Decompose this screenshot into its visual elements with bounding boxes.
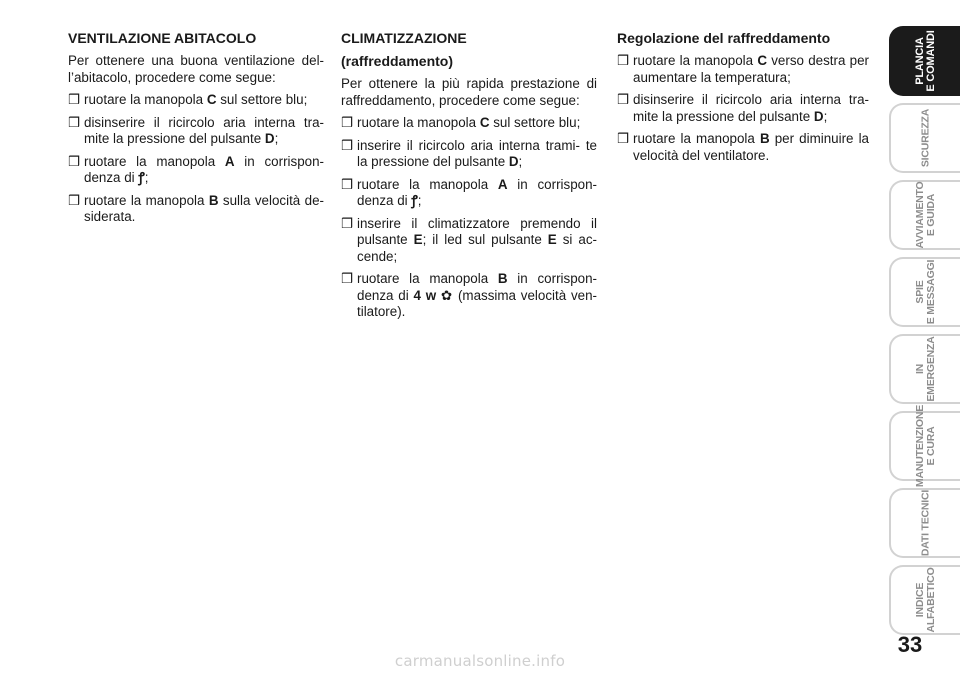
checkbox-bullet-icon: ❒ [68, 114, 81, 130]
tab-label: AVVIAMENTO E GUIDA [913, 181, 937, 249]
column-climatizzazione [341, 30, 597, 327]
control-key: D [508, 154, 519, 169]
face-vent-icon: ꝭ [138, 170, 145, 185]
list-item: ❒ inserire il ricircolo aria interna trami- te la pressione del pulsante D; [341, 137, 597, 169]
list-item: ❒ ruotare la manopola A in corrispon- denza di ꝭ; [68, 153, 324, 185]
control-key: A [497, 176, 508, 192]
section-intro: Per ottenere una buona ventilazione del- l’abitacolo, procedere come segue: [68, 53, 324, 85]
tab-plancia-e-comandi[interactable] [889, 26, 960, 96]
control-key: E [413, 232, 423, 247]
step-list [68, 92, 324, 226]
tab-label: SICUREZZA [919, 108, 931, 168]
checkbox-bullet-icon: ❒ [68, 153, 81, 169]
list-item: ❒ ruotare la manopola C sul settore blu; [68, 92, 308, 107]
control-key: D [813, 108, 824, 124]
tab-manutenzione-e-cura[interactable] [889, 404, 960, 488]
checkbox-bullet-icon: ❒ [617, 53, 630, 68]
tab-label: SPIE E MESSAGGI [913, 259, 937, 325]
section-title: Regolazione del raffreddamento [617, 30, 831, 46]
checkbox-bullet-icon: ❒ [341, 215, 354, 231]
section-title: CLIMATIZZAZIONE [341, 30, 467, 46]
list-item: ❒ ruotare la manopola B per diminuire la velocità del ventilatore. [617, 131, 870, 163]
watermark: carmanualsonline.info [394, 652, 566, 670]
control-key: E [547, 232, 557, 247]
list-item: ❒ ruotare la manopola B sulla velocità de- siderata. [68, 192, 324, 224]
fan-speed-value: 4 [413, 287, 426, 303]
page-number: 33 [897, 632, 923, 657]
checkbox-bullet-icon: ❒ [68, 92, 81, 107]
list-item: ❒ ruotare la manopola A in corrispon- denza di ꝭ; [341, 176, 597, 208]
control-key: B [759, 131, 770, 146]
fan-speed-icon: ᴡ ✿ [425, 287, 454, 303]
tab-label: DATI TECNICI [919, 489, 931, 557]
checkbox-bullet-icon: ❒ [341, 115, 354, 130]
step-list [617, 53, 869, 164]
list-item: ❒ ruotare la manopola C verso destra per aumentare la temperatura; [617, 53, 869, 85]
checkbox-bullet-icon: ❒ [617, 92, 630, 107]
checkbox-bullet-icon: ❒ [341, 271, 354, 286]
list-item: ❒ disinserire il ricircolo aria interna tra- mite la pressione del pulsante D; [68, 114, 324, 146]
tab-dati-tecnici[interactable] [889, 488, 960, 558]
tab-in-emergenza[interactable] [889, 334, 960, 404]
tab-label: IN EMERGENZA [913, 336, 937, 402]
tab-indice-alfabetico[interactable] [889, 565, 960, 635]
step-list [341, 115, 597, 321]
control-key: B [497, 271, 508, 286]
list-item: ❒ ruotare la manopola C sul settore blu; [341, 115, 581, 130]
list-item: ❒ disinserire il ricircolo aria interna tra- mite la pressione del pulsante D; [617, 92, 869, 124]
list-item: ❒ inserire il climatizzatore premendo il pulsante E; il led sul pulsante E si ac- cende; [341, 215, 597, 264]
tab-label: INDICE ALFABETICO [913, 567, 937, 633]
column-ventilazione [68, 30, 324, 232]
chapter-tabs [885, 26, 960, 636]
control-key: A [224, 153, 235, 169]
checkbox-bullet-icon: ❒ [68, 192, 81, 208]
tab-sicurezza[interactable] [889, 103, 960, 173]
tab-avviamento-e-guida[interactable] [889, 180, 960, 250]
checkbox-bullet-icon: ❒ [341, 176, 354, 192]
tab-label: MANUTENZIONE E CURA [913, 404, 937, 488]
face-vent-icon: ꝭ [411, 193, 418, 208]
column-regolazione [617, 30, 869, 170]
checkbox-bullet-icon: ❒ [617, 131, 630, 146]
control-key: D [264, 131, 275, 146]
section-intro: Per ottenere la più rapida prestazione di raffreddamento, procedere come segue: [341, 76, 597, 108]
tab-label: PLANCIA E COMANDI [913, 30, 937, 92]
section-title: VENTILAZIONE ABITACOLO [68, 30, 257, 46]
section-subtitle: (raffreddamento) [341, 53, 454, 69]
control-key: C [206, 92, 217, 107]
list-item: ❒ ruotare la manopola B in corrispon- denza di 4 ᴡ ✿ (massima velocità ven- tilatore). [341, 271, 597, 319]
control-key: B [208, 192, 219, 208]
checkbox-bullet-icon: ❒ [341, 137, 354, 153]
control-key: C [479, 115, 490, 130]
tab-spie-e-messaggi[interactable] [889, 257, 960, 327]
control-key: C [757, 53, 768, 68]
